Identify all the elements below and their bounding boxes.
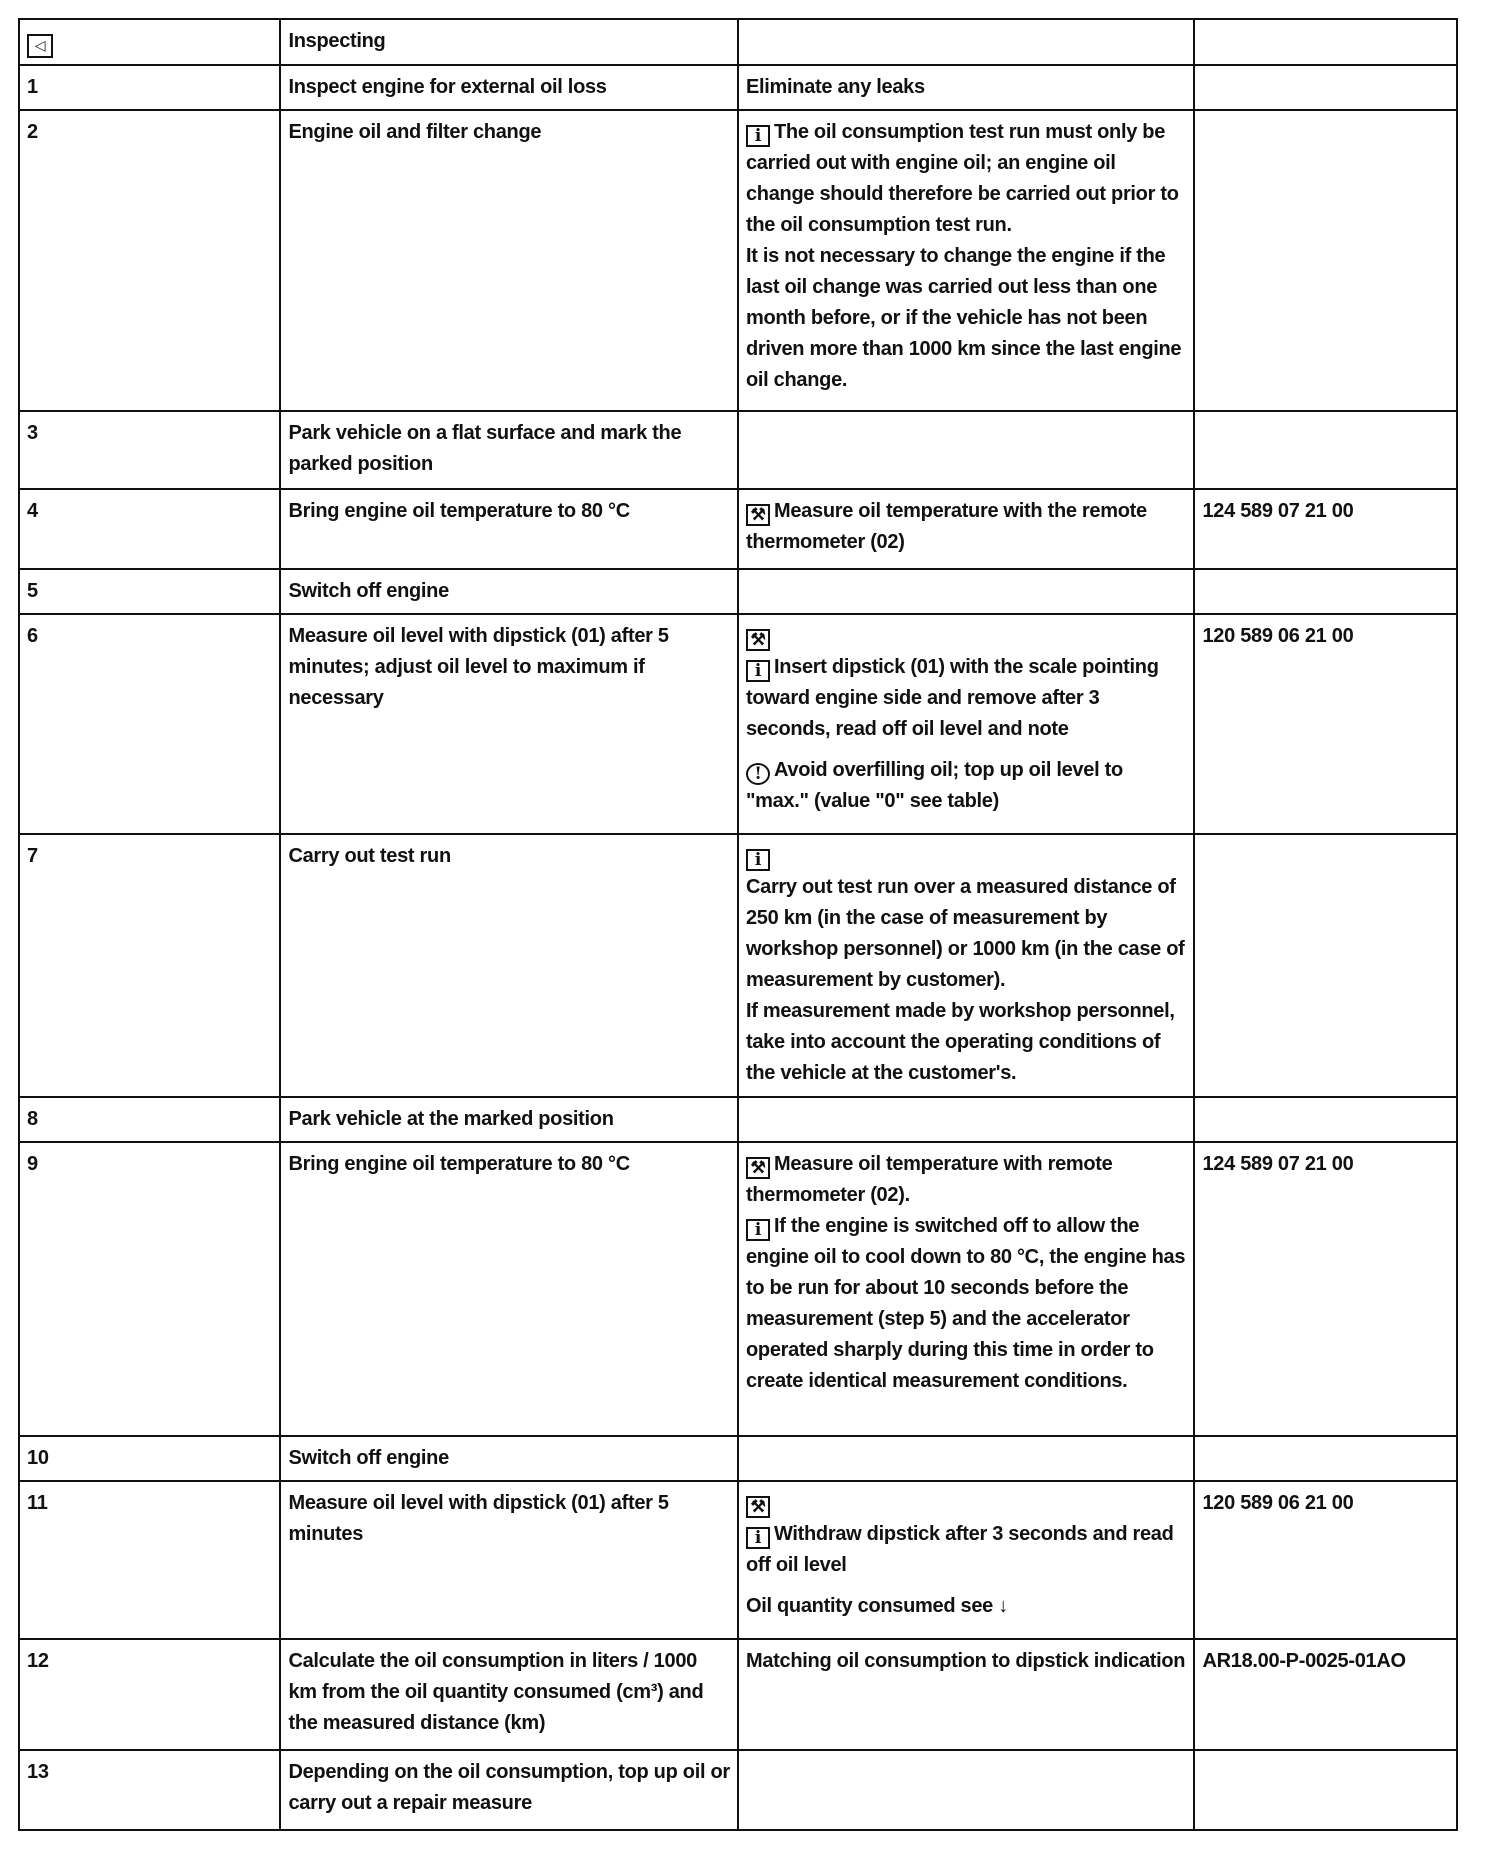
step-note-text: Measure oil temperature with the remote thermometer (02) xyxy=(745,500,1147,553)
table-row xyxy=(19,1639,1457,1750)
step-action: Engine oil and filter change xyxy=(280,110,738,411)
info-icon: i xyxy=(746,660,770,682)
table-row xyxy=(19,65,1457,110)
step-action: Measure oil level with dipstick (01) after 5 minutes; adjust oil level to maximum if necessary xyxy=(280,614,738,834)
info-icon: i xyxy=(746,849,770,871)
step-note-warning: Avoid overfilling oil; top up oil level to "max." (value "0" see table) xyxy=(745,759,1123,812)
table-row xyxy=(19,1142,1457,1436)
step-note xyxy=(738,834,1195,1097)
tool-part-number: 120 589 06 21 00 xyxy=(1194,1481,1457,1639)
info-icon: i xyxy=(746,1219,770,1241)
step-number: 6 xyxy=(19,614,280,834)
tool-icon: ⚒ xyxy=(746,504,770,526)
procedure-document xyxy=(18,18,1458,1831)
oil-consumed-link[interactable]: Oil quantity consumed see ↓ xyxy=(745,1595,1008,1617)
table-row xyxy=(19,569,1457,614)
tool-icon: ⚒ xyxy=(746,1157,770,1179)
step-action: Calculate the oil consumption in liters / 1000 km from the oil quantity consumed (cm³) and the measured distance (km) xyxy=(280,1639,738,1750)
step-action: Switch off engine xyxy=(280,569,738,614)
step-note-text: Carry out test run over a measured distance of 250 km (in the case of measurement by workshop personnel) or 1000 km (in the case of measurement by customer). xyxy=(745,876,1185,991)
step-note xyxy=(738,614,1195,834)
step-number: 2 xyxy=(19,110,280,411)
table-row xyxy=(19,489,1457,569)
table-row xyxy=(19,614,1457,834)
tool-icon: ⚒ xyxy=(746,629,770,651)
step-action: Park vehicle at the marked position xyxy=(280,1097,738,1142)
step-reference xyxy=(1194,1436,1457,1481)
step-note xyxy=(738,1097,1195,1142)
step-note xyxy=(738,110,1195,411)
tool-part-number: 124 589 07 21 00 xyxy=(1194,489,1457,569)
step-note xyxy=(738,1481,1195,1639)
step-number: 12 xyxy=(19,1639,280,1750)
table-row xyxy=(19,834,1457,1097)
info-icon: i xyxy=(746,1527,770,1549)
step-action: Bring engine oil temperature to 80 °C xyxy=(280,489,738,569)
step-action: Switch off engine xyxy=(280,1436,738,1481)
step-action: Inspect engine for external oil loss xyxy=(280,65,738,110)
step-note-text: The oil consumption test run must only be carried out with engine oil; an engine oil change should therefore be carried out prior to the oil consumption test run. xyxy=(745,121,1179,236)
step-reference xyxy=(1194,569,1457,614)
step-number: 10 xyxy=(19,1436,280,1481)
inspection-table xyxy=(18,18,1458,1831)
step-number: 9 xyxy=(19,1142,280,1436)
info-icon: i xyxy=(746,125,770,147)
step-note xyxy=(738,1436,1195,1481)
table-row xyxy=(19,1481,1457,1639)
document-reference-link[interactable]: AR18.00-P-0025-01AO xyxy=(1194,1639,1457,1750)
tool-part-number: 120 589 06 21 00 xyxy=(1194,614,1457,834)
step-note-text: Measure oil temperature with remote thermometer (02). xyxy=(745,1153,1113,1206)
step-number: 8 xyxy=(19,1097,280,1142)
table-row xyxy=(19,411,1457,489)
step-note xyxy=(738,411,1195,489)
step-number: 11 xyxy=(19,1481,280,1639)
step-note-text: Insert dipstick (01) with the scale pointing toward engine side and remove after 3 seconds, read off oil level and note xyxy=(745,656,1159,740)
step-action: Measure oil level with dipstick (01) after 5 minutes xyxy=(280,1481,738,1639)
tool-icon: ⚒ xyxy=(746,1496,770,1518)
table-row xyxy=(19,1750,1457,1830)
table-header-row xyxy=(19,19,1457,65)
step-note-text: If the engine is switched off to allow the engine oil to cool down to 80 °C, the engine has to be run for about 10 seconds before the measurement (step 5) and the accelerator operated sharply during this time in order to create identical measurement conditions. xyxy=(745,1215,1186,1392)
table-row xyxy=(19,1436,1457,1481)
header-icon-cell xyxy=(19,19,280,65)
table-row xyxy=(19,1097,1457,1142)
step-action: Park vehicle on a flat surface and mark the parked position xyxy=(280,411,738,489)
step-action: Carry out test run xyxy=(280,834,738,1097)
header-title: Inspecting xyxy=(280,19,738,65)
step-number: 7 xyxy=(19,834,280,1097)
step-note xyxy=(738,1142,1195,1436)
step-number: 5 xyxy=(19,569,280,614)
step-note-text: It is not necessary to change the engine if the last oil change was carried out less than one month before, or if the vehicle has not been driven more than 1000 km since the last engine oil change. xyxy=(745,245,1182,391)
tool-part-number: 124 589 07 21 00 xyxy=(1194,1142,1457,1436)
step-number: 4 xyxy=(19,489,280,569)
step-action: Depending on the oil consumption, top up oil or carry out a repair measure xyxy=(280,1750,738,1830)
step-note: Matching oil consumption to dipstick indication xyxy=(738,1639,1195,1750)
step-note xyxy=(738,1750,1195,1830)
step-number: 13 xyxy=(19,1750,280,1830)
table-row xyxy=(19,110,1457,411)
step-reference xyxy=(1194,411,1457,489)
step-number: 3 xyxy=(19,411,280,489)
step-number: 1 xyxy=(19,65,280,110)
step-reference xyxy=(1194,1097,1457,1142)
step-reference xyxy=(1194,834,1457,1097)
step-note-text: If measurement made by workshop personnel, take into account the operating conditions of the vehicle at the customer's. xyxy=(745,1000,1175,1084)
step-reference xyxy=(1194,65,1457,110)
back-arrow-icon[interactable]: ◁ xyxy=(27,34,53,58)
step-note-text: Withdraw dipstick after 3 seconds and read off oil level xyxy=(745,1523,1174,1576)
step-reference xyxy=(1194,1750,1457,1830)
step-reference xyxy=(1194,110,1457,411)
step-note xyxy=(738,569,1195,614)
step-note: Eliminate any leaks xyxy=(738,65,1195,110)
step-note xyxy=(738,489,1195,569)
step-action: Bring engine oil temperature to 80 °C xyxy=(280,1142,738,1436)
warning-icon: ! xyxy=(746,763,770,785)
